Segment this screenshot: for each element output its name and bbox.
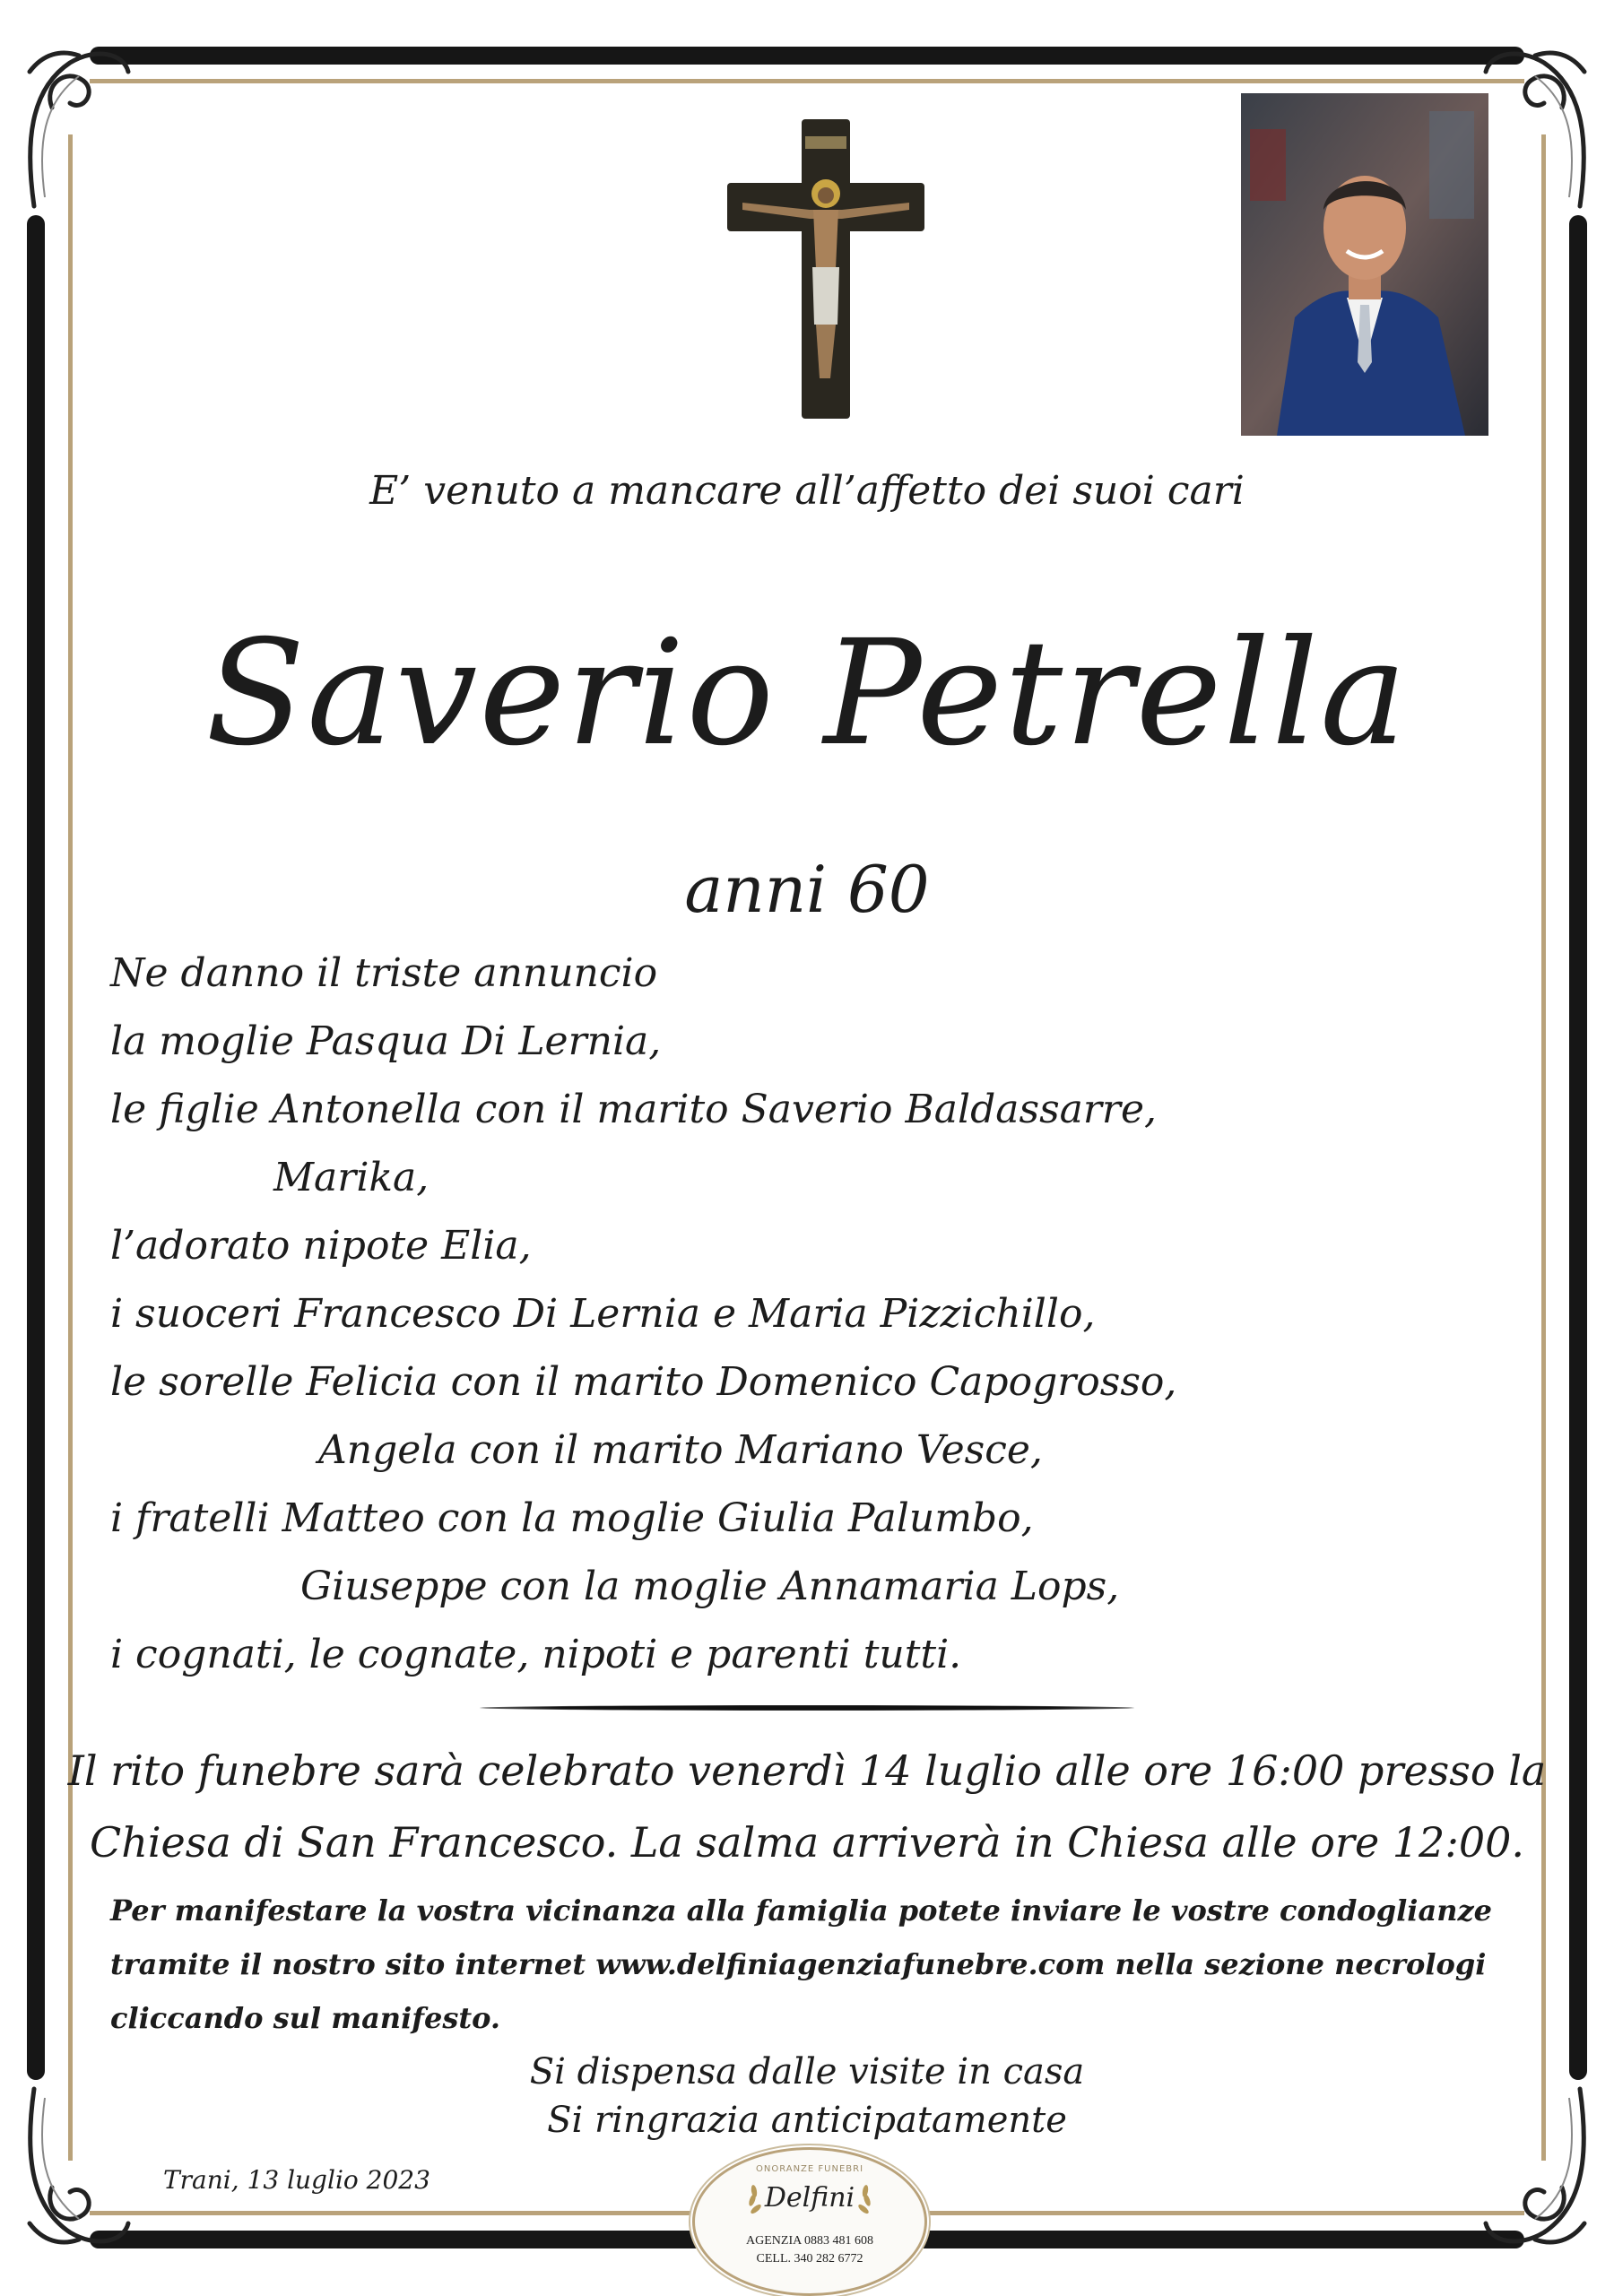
deceased-photo — [1241, 93, 1488, 436]
family-line: le figlie Antonella con il marito Saverio Baldassarre, — [110, 1087, 1157, 1132]
family-line: Giuseppe con la moglie Annamaria Lops, — [300, 1564, 1120, 1609]
place-date: Trani, 13 luglio 2023 — [163, 2165, 430, 2195]
family-line: la moglie Pasqua Di Lernia, — [110, 1018, 662, 1064]
funeral-info-line1: Il rito funebre sarà celebrato venerdì 14 luglio alle ore 16:00 presso la — [67, 1746, 1547, 1795]
family-line: Angela con il marito Mariano Vesce, — [318, 1427, 1043, 1473]
agency-cell: CELL. 340 282 6772 — [756, 2252, 863, 2266]
family-line: Ne danno il triste annuncio — [110, 950, 658, 996]
section-divider — [480, 1705, 1134, 1711]
condolences-line3: cliccando sul manifesto. — [110, 2001, 501, 2035]
closing-line1: Si dispensa dalle visite in casa — [529, 2051, 1085, 2092]
frame-top-bar — [90, 47, 1524, 65]
closing-line2: Si ringrazia anticipatamente — [547, 2100, 1067, 2141]
corner-ornament-icon — [1481, 36, 1598, 215]
family-line: i fratelli Matteo con la moglie Giulia Palumbo, — [110, 1495, 1034, 1541]
family-line: i cognati, le cognate, nipoti e parenti tutti. — [110, 1632, 962, 1677]
condolences-line2: tramite il nostro sito internet www.delfiniagenziafunebre.com nella sezione necrologi — [110, 1947, 1487, 1981]
agency-name: Delfini — [764, 2182, 855, 2214]
family-line: i suoceri Francesco Di Lernia e Maria Pizzichillo, — [110, 1291, 1096, 1337]
condolences-line1: Per manifestare la vostra vicinanza alla famiglia potete inviare le vostre condoglianze — [110, 1893, 1492, 1928]
family-line: l’adorato nipote Elia, — [110, 1223, 532, 1269]
family-line: Marika, — [273, 1155, 430, 1200]
agency-top-text: ONORANZE FUNEBRI — [755, 2164, 864, 2174]
corner-ornament-icon — [16, 36, 133, 215]
agency-phone: AGENZIA 0883 481 608 — [746, 2234, 873, 2248]
funeral-info-line2: Chiesa di San Francesco. La salma arriverà in Chiesa alle ore 12:00. — [90, 1818, 1524, 1867]
deceased-age: anni 60 — [684, 852, 930, 927]
family-line: le sorelle Felicia con il marito Domenico Capogrosso, — [110, 1359, 1177, 1405]
deceased-name: Saverio Petrella — [205, 610, 1409, 778]
intro-text: E’ venuto a mancare all’affetto dei suoi cari — [369, 468, 1245, 514]
agency-logo — [692, 2147, 927, 2296]
crucifix-icon — [725, 117, 927, 421]
frame-gold-top — [90, 79, 1524, 83]
